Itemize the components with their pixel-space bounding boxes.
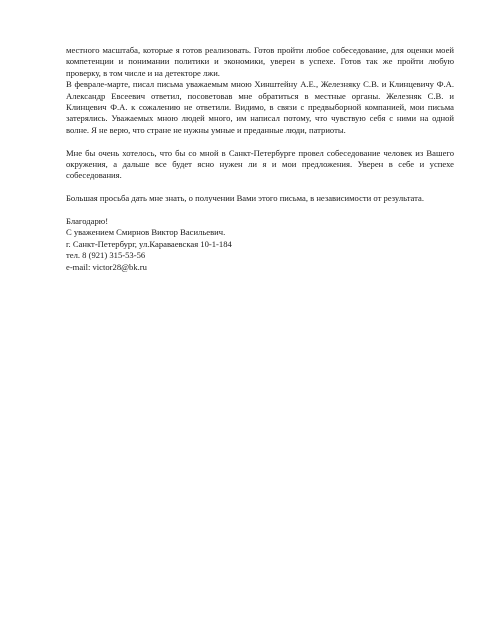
email-line: e-mail: victor28@bk.ru [66,261,147,272]
signature-line: С уважением Смирнов Виктор Васильевич. [66,227,226,238]
closing-thanks: Благодарю! [66,216,109,227]
address-line: г. Санкт-Петербург, ул.Караваевская 10-1-184 [66,238,232,249]
paragraph-interview-request: Мне бы очень хотелось, что бы со мной в Санкт-Петербурге провел собеседование человек из Вашего окружения, а дальше все будет ясно нужен ли я и мои предложения. Уверен в себе и успехе собеседования. [66,147,454,181]
phone-line: тел. 8 (921) 315-53-56 [66,250,146,261]
paragraph-letters-sent: В феврале-марте, писал письма уважаемым мною Хинштейну А.Е., Железняку С.В. и Клинцевичу Ф.А. Александр Евсеевич ответил, посоветовав мне обратиться в местные органы. Железняк С.В. и Клинцевич Ф.А. к сожалению не ответили. Видимо, в связи с предвыборной компанией, мои письма затерялись. Уважаемых мною людей много, им написал потому, что чувствую себя с ними на одной волне. Я не верю, что стране не нужны умные и преданные люди, патриоты. [66,79,454,135]
paragraph-confirmation-request: Большая просьба дать мне знать, о получении Вами этого письма, в независимости от результата. [66,193,424,204]
letter-body [66,45,454,273]
paragraph-competence: местного масштаба, которые я готов реализовать. Готов пройти любое собеседование, для оценки моей компетенции и понимании политики и экономики, уверен в успехе. Готов так же пройти любую проверку, в том числе и на детекторе лжи. [66,45,454,78]
